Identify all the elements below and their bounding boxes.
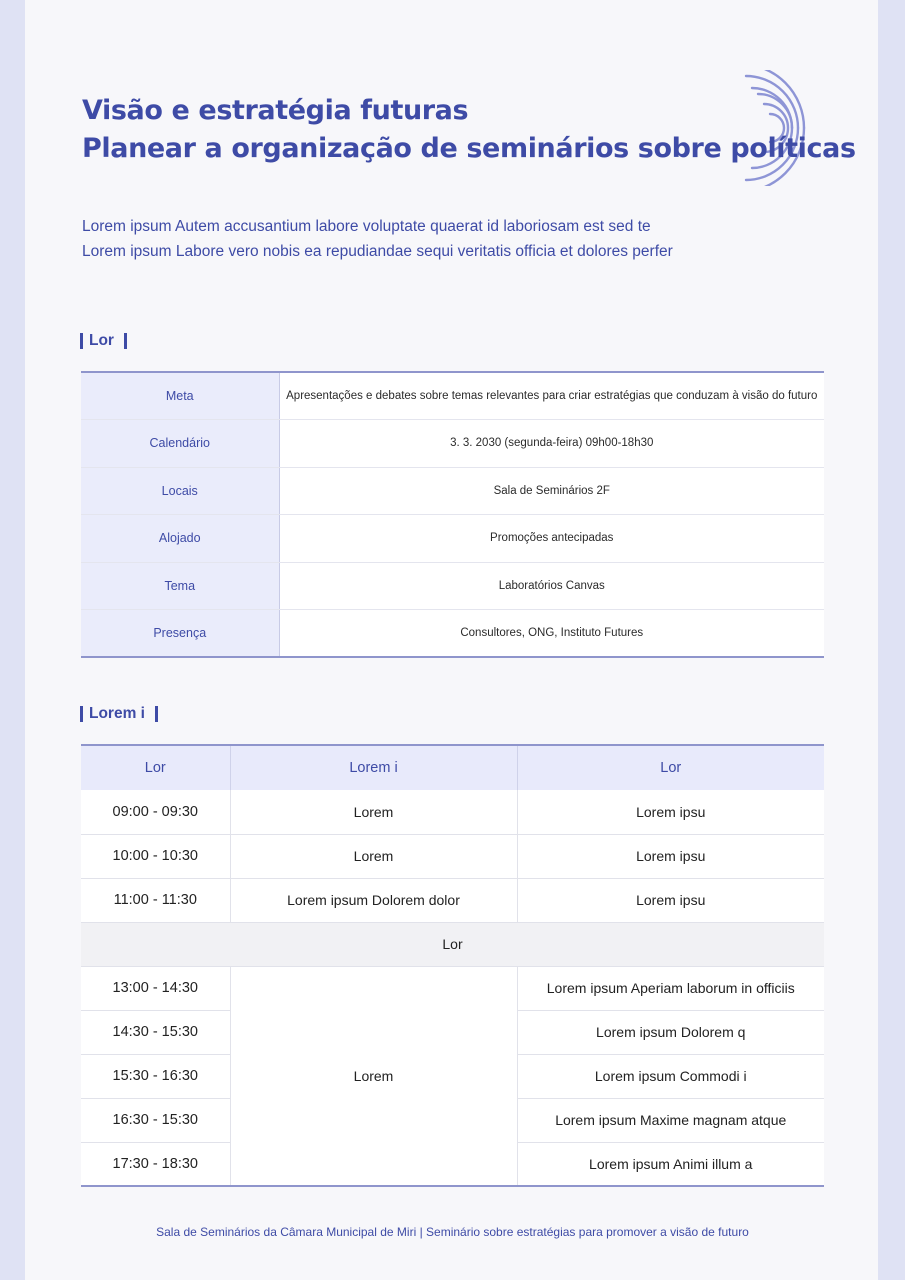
time-cell: 10:00 - 10:30 <box>81 834 230 878</box>
time-cell: 09:00 - 09:30 <box>81 790 230 834</box>
table-row <box>81 467 824 515</box>
time-cell: 17:30 - 18:30 <box>81 1142 230 1186</box>
time-cell: 11:00 - 11:30 <box>81 878 230 922</box>
session-cell: Lorem <box>230 834 517 878</box>
title-line-2: Planear a organização de seminários sobre políticas <box>82 133 856 164</box>
row-label: Locais <box>81 467 279 515</box>
detail-cell: Lorem ipsu <box>517 878 824 922</box>
overview-table <box>81 371 824 658</box>
detail-cell: Lorem ipsum Aperiam laborum in officiis <box>517 966 824 1010</box>
time-cell: 14:30 - 15:30 <box>81 1010 230 1054</box>
break-cell: Lor <box>81 922 824 966</box>
table-row <box>81 790 824 834</box>
row-value: Consultores, ONG, Instituto Futures <box>279 610 824 658</box>
table-row <box>81 610 824 658</box>
row-label: Presença <box>81 610 279 658</box>
row-value: 3. 3. 2030 (segunda-feira) 09h00-18h30 <box>279 420 824 468</box>
detail-cell: Lorem ipsum Animi illum a <box>517 1142 824 1186</box>
table-row <box>81 420 824 468</box>
heading-bar-right <box>155 706 158 722</box>
detail-cell: Lorem ipsum Maxime magnam atque <box>517 1098 824 1142</box>
section-heading-schedule <box>80 705 158 723</box>
detail-cell: Lorem ipsum Commodi i <box>517 1054 824 1098</box>
title-line-1: Visão e estratégia futuras <box>82 95 469 126</box>
page-title <box>82 92 856 168</box>
row-label: Calendário <box>81 420 279 468</box>
heading-bar-right <box>124 333 127 349</box>
column-header-detail: Lor <box>517 745 824 790</box>
afternoon-session-cell: Lorem <box>230 966 517 1186</box>
table-row <box>81 834 824 878</box>
column-header-time: Lor <box>81 745 230 790</box>
row-value: Sala de Seminários 2F <box>279 467 824 515</box>
table-row <box>81 966 824 1010</box>
row-value: Promoções antecipadas <box>279 515 824 563</box>
table-row <box>81 878 824 922</box>
table-row <box>81 515 824 563</box>
time-cell: 16:30 - 15:30 <box>81 1098 230 1142</box>
row-label: Alojado <box>81 515 279 563</box>
schedule-table <box>81 744 824 1187</box>
section-heading-overview <box>80 332 127 350</box>
session-cell: Lorem <box>230 790 517 834</box>
table-row <box>81 372 824 420</box>
section-heading-text: Lor <box>89 332 114 349</box>
intro-line-2: Lorem ipsum Labore vero nobis ea repudiandae sequi veritatis officia et dolores perfer <box>82 243 673 260</box>
table-row <box>81 562 824 610</box>
row-label: Tema <box>81 562 279 610</box>
time-cell: 13:00 - 14:30 <box>81 966 230 1010</box>
page-footer: Sala de Seminários da Câmara Municipal de Miri | Seminário sobre estratégias para promover a visão de futuro <box>156 1225 749 1239</box>
break-row <box>81 922 824 966</box>
table-header-row <box>81 745 824 790</box>
intro-text <box>82 214 673 264</box>
detail-cell: Lorem ipsum Dolorem q <box>517 1010 824 1054</box>
row-value: Apresentações e debates sobre temas relevantes para criar estratégias que conduzam à visão do futuro <box>279 372 824 420</box>
row-value: Laboratórios Canvas <box>279 562 824 610</box>
row-label: Meta <box>81 372 279 420</box>
detail-cell: Lorem ipsu <box>517 790 824 834</box>
time-cell: 15:30 - 16:30 <box>81 1054 230 1098</box>
session-cell: Lorem ipsum Dolorem dolor <box>230 878 517 922</box>
intro-line-1: Lorem ipsum Autem accusantium labore voluptate quaerat id laboriosam est sed te <box>82 218 651 235</box>
detail-cell: Lorem ipsu <box>517 834 824 878</box>
section-heading-text: Lorem i <box>89 705 145 722</box>
column-header-session: Lorem i <box>230 745 517 790</box>
